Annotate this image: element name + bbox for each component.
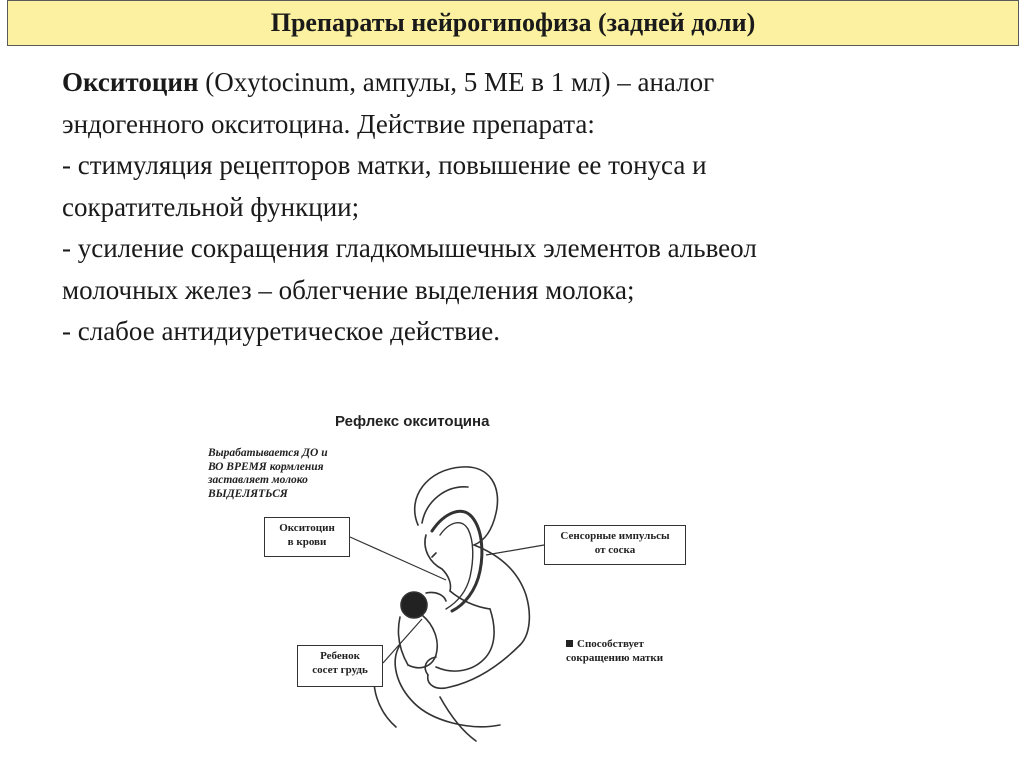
figure-title: Рефлекс окситоцина bbox=[335, 413, 490, 430]
label-line: Ребенок bbox=[320, 650, 360, 662]
text-line-3: - стимуляция рецепторов матки, повышение ее тонуса и bbox=[62, 150, 707, 180]
text-line-2: эндогенного окситоцина. Действие препарата: bbox=[62, 108, 595, 139]
text-line-4: сократительной функции; bbox=[62, 191, 360, 222]
slide-title-bar bbox=[7, 0, 1019, 46]
body-text bbox=[62, 62, 992, 353]
uterus-contraction-note bbox=[566, 637, 663, 665]
label-line: Сенсорные импульсы bbox=[560, 530, 670, 542]
label-line: сосет грудь bbox=[312, 664, 368, 676]
text-line-6: молочных желез – облегчение выделения молока; bbox=[62, 274, 635, 305]
label-line: от соска bbox=[594, 544, 636, 556]
text-line-7: - слабое антидиуретическое действие. bbox=[62, 316, 500, 346]
label-oxytocin-in-blood bbox=[264, 517, 350, 557]
bullet-line: сокращению матки bbox=[566, 652, 664, 664]
drug-details: (Oxytocinum, ампулы, 5 МЕ в 1 мл) – аналог bbox=[198, 67, 715, 97]
figure-note-line: ВЫДЕЛЯТЬСЯ bbox=[208, 487, 288, 500]
oxytocin-reflex-figure bbox=[200, 405, 720, 745]
figure-note-line: ВО ВРЕМЯ кормления bbox=[208, 460, 324, 473]
drug-name: Окситоцин bbox=[62, 67, 199, 97]
figure-note bbox=[208, 447, 383, 501]
label-line: в крови bbox=[287, 536, 327, 548]
label-child-suckles bbox=[297, 645, 383, 687]
figure-note-line: Вырабатывается ДО и bbox=[208, 447, 328, 459]
bullet-line: Способствует bbox=[577, 638, 644, 650]
label-line: Окситоцин bbox=[279, 522, 335, 534]
slide-title: Препараты нейрогипофиза (задней доли) bbox=[270, 8, 756, 37]
text-line-1 bbox=[62, 62, 992, 104]
figure-note-line: заставляет молоко bbox=[208, 474, 308, 486]
text-line-5: - усиление сокращения гладкомышечных элементов альвеол bbox=[62, 233, 757, 263]
label-sensory-impulses bbox=[544, 525, 686, 565]
bullet-square-icon bbox=[566, 640, 573, 647]
